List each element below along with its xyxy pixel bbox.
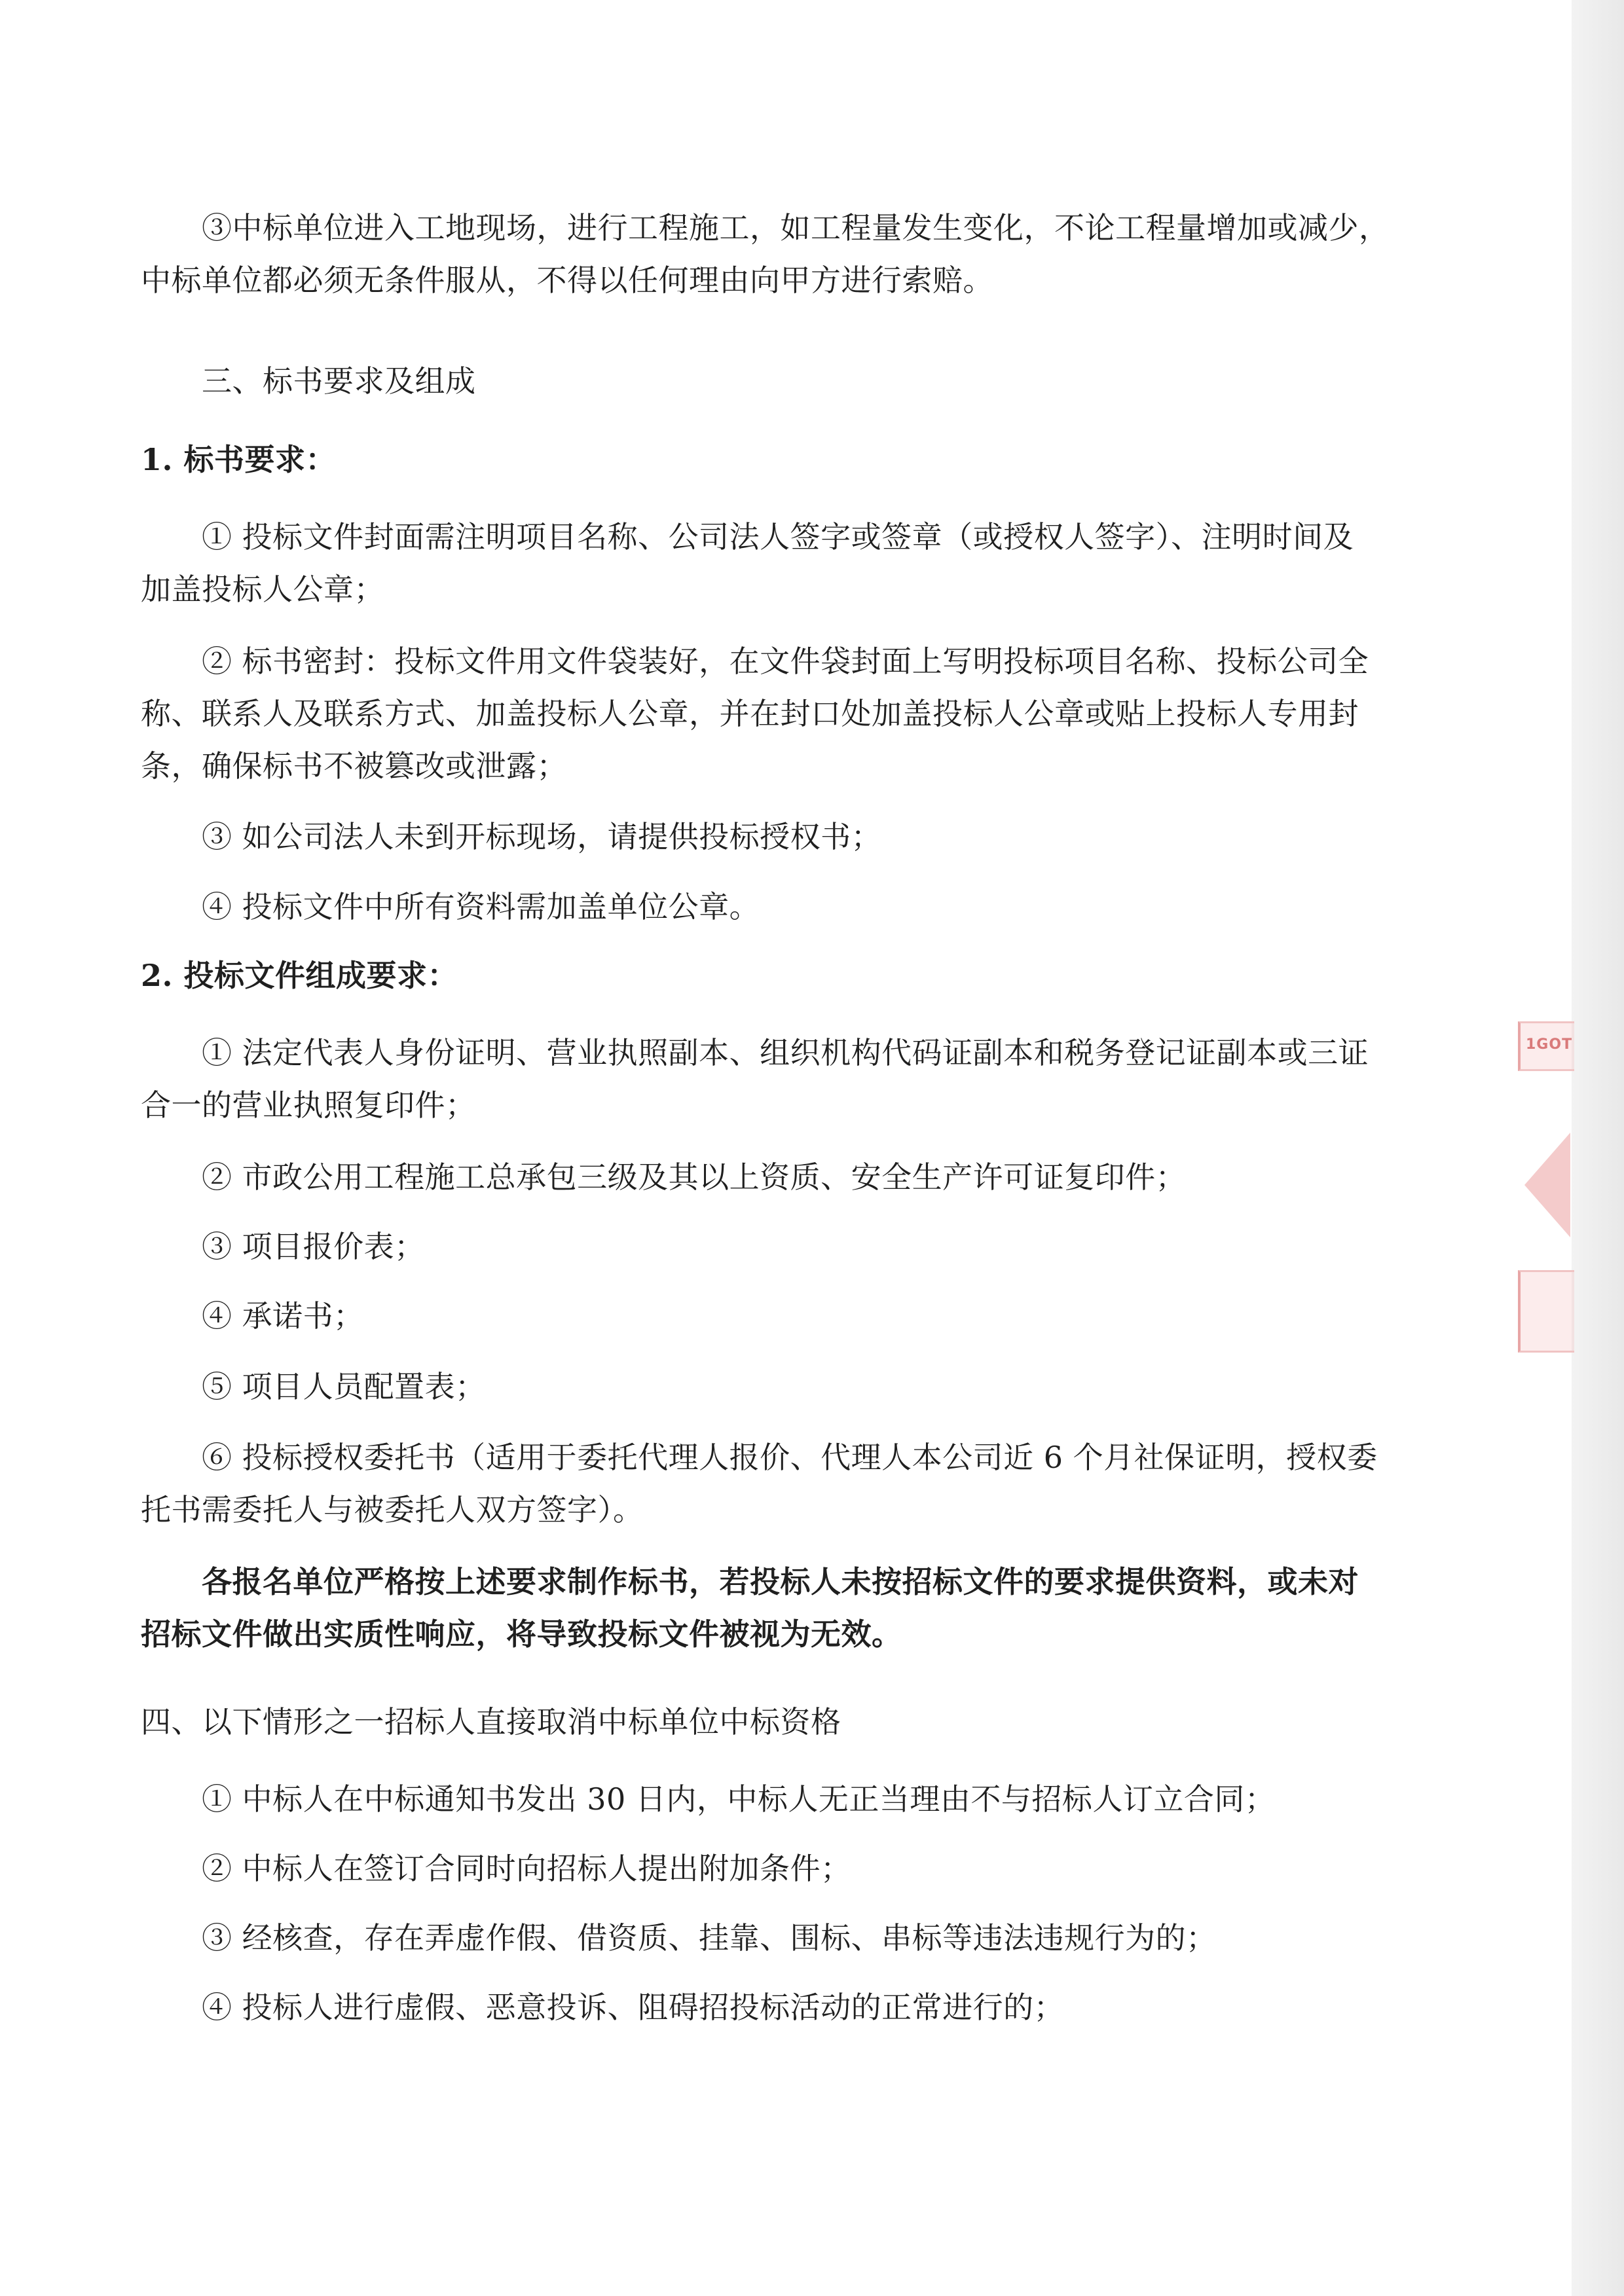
list-item: ③ 项目报价表；	[202, 1229, 425, 1264]
seal-stamp-fragment	[1518, 1021, 1574, 1071]
list-item: ② 市政公用工程施工总承包三级及其以上资质、安全生产许可证复印件；	[202, 1159, 1187, 1195]
subsection-heading: 1. 标书要求：	[141, 442, 337, 477]
paragraph-line: 中标单位都必须无条件服从，不得以任何理由向甲方进行索赔。	[141, 263, 993, 298]
seal-mark-icon	[1524, 1133, 1570, 1237]
list-item-continued: 加盖投标人公章；	[141, 572, 384, 607]
list-item: ③ 经核查，存在弄虚作假、借资质、挂靠、围标、串标等违法违规行为的；	[202, 1920, 1217, 1956]
list-item-continued: 合一的营业执照复印件；	[141, 1087, 476, 1123]
list-item: ④ 投标文件中所有资料需加盖单位公章。	[202, 889, 760, 924]
list-item: ⑤ 项目人员配置表；	[202, 1369, 486, 1404]
list-item: ③ 如公司法人未到开标现场，请提供投标授权书；	[202, 819, 882, 854]
list-item: ⑥ 投标授权委托书（适用于委托代理人报价、代理人本公司近 6 个月社保证明，授权委	[202, 1440, 1378, 1475]
page-edge-shadow	[1572, 0, 1624, 2296]
list-item: ① 投标文件封面需注明项目名称、公司法人签字或签章（或授权人签字）、注明时间及	[202, 519, 1354, 555]
list-item-continued: 托书需委托人与被委托人双方签字）。	[141, 1492, 644, 1527]
section-heading: 三、标书要求及组成	[202, 363, 476, 399]
list-item: ① 中标人在中标通知书发出 30 日内，中标人无正当理由不与招标人订立合同；	[202, 1781, 1276, 1817]
seal-stamp-fragment	[1518, 1270, 1574, 1353]
paragraph-line: 各报名单位严格按上述要求制作标书，若投标人未按招标文件的要求提供资料，或未对	[202, 1564, 1359, 1599]
list-item: ④ 承诺书；	[202, 1298, 364, 1334]
list-item: ① 法定代表人身份证明、营业执照副本、组织机构代码证副本和税务登记证副本或三证	[202, 1035, 1369, 1070]
paragraph-line: ③中标单位进入工地现场，进行工程施工，如工程量发生变化，不论工程量增加或减少，	[202, 210, 1390, 246]
section-heading: 四、以下情形之一招标人直接取消中标单位中标资格	[141, 1704, 841, 1740]
list-item-continued: 条，确保标书不被篡改或泄露；	[141, 748, 567, 784]
list-item-continued: 称、联系人及联系方式、加盖投标人公章，并在封口处加盖投标人公章或贴上投标人专用封	[141, 696, 1359, 731]
list-item: ④ 投标人进行虚假、恶意投诉、阻碍招投标活动的正常进行的；	[202, 1990, 1065, 2025]
paragraph-line: 招标文件做出实质性响应，将导致投标文件被视为无效。	[141, 1616, 902, 1652]
seal-stamp-text: 1GOT	[1526, 1036, 1573, 1053]
subsection-heading: 2. 投标文件组成要求：	[141, 958, 458, 993]
list-item: ② 标书密封：投标文件用文件袋装好，在文件袋封面上写明投标项目名称、投标公司全	[202, 644, 1369, 679]
seal-stamp-fragment	[1518, 1120, 1572, 1250]
list-item: ② 中标人在签订合同时向招标人提出附加条件；	[202, 1851, 851, 1886]
